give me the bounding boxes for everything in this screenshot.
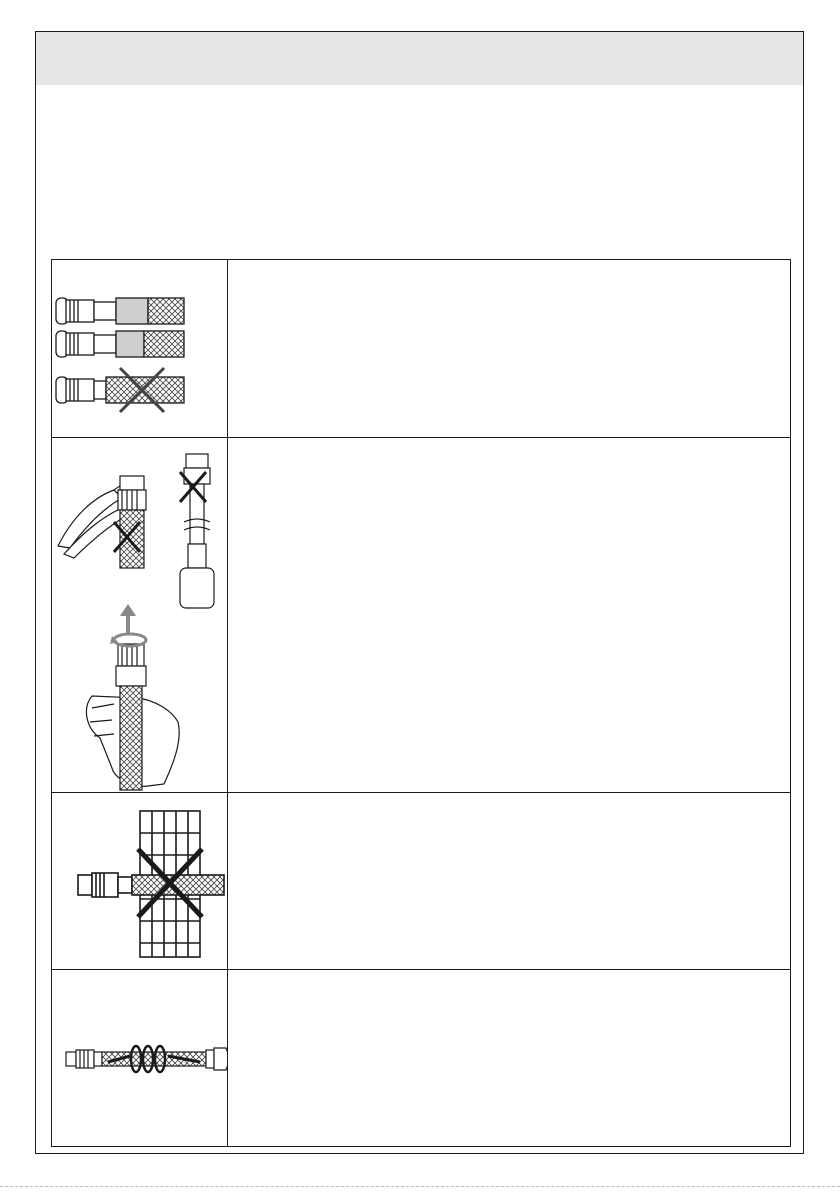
figure-cell [52,260,228,437]
manual-page [35,31,804,1154]
figure-cell [52,793,228,969]
table-row [52,437,790,792]
table-row [52,969,790,1146]
hose-tightening-illustration [52,438,228,792]
instruction-text-cell [228,438,790,792]
instruction-table [51,259,791,1147]
table-row [52,792,790,969]
hose-fitting-depth-illustration [52,260,228,437]
instruction-text-cell [228,260,790,437]
table-row [52,260,790,437]
hose-radiator-distance-illustration [52,793,228,969]
page-header-band [36,32,803,85]
figure-cell [52,970,228,1146]
bottom-cut-line [0,1186,840,1187]
instruction-text-cell [228,970,790,1146]
hose-no-twisting-illustration [52,970,228,1146]
figure-cell [52,438,228,792]
instruction-text-cell [228,793,790,969]
